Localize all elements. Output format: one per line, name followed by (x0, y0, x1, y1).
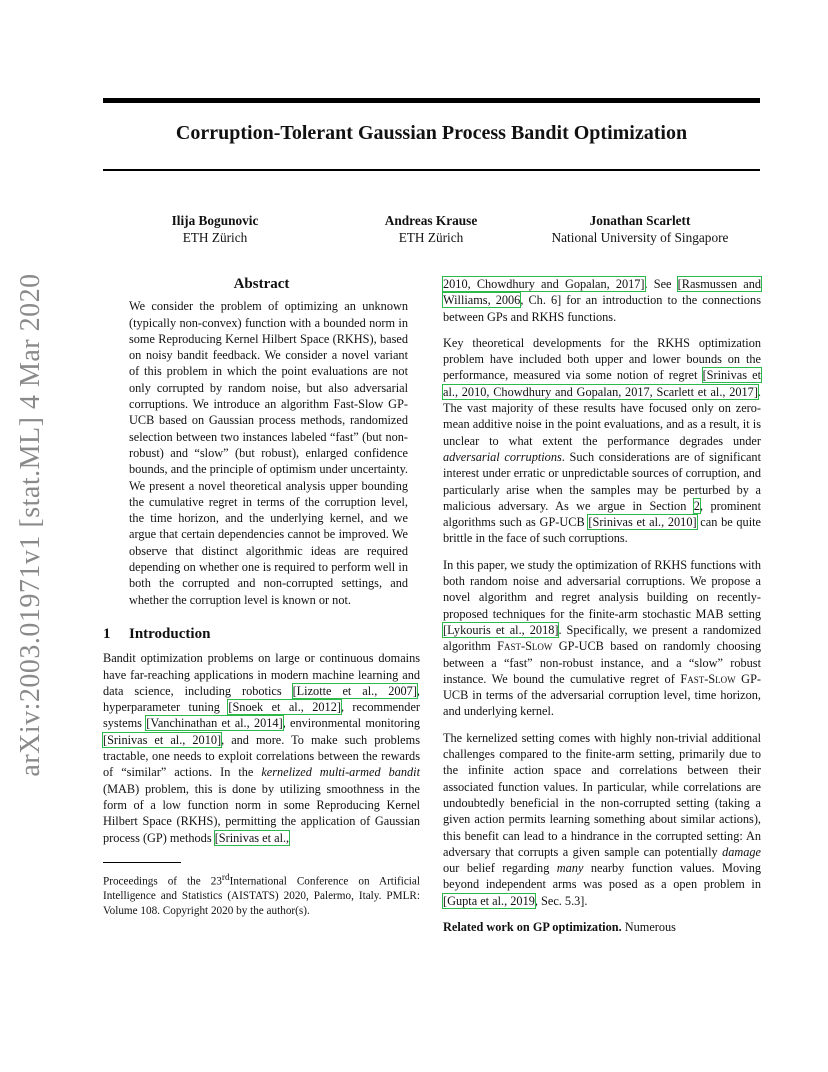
text-run: The kernelized setting comes with highly non-trivial additional challenges compared to the finite-arm setting, primarily due to the infinite action space and correlations between their associated function values. In particular, while correlations are undoubtedly beneficial in the non-corrupted setting (taking a given action permits learning something about similar actions), this benefit can lead to a hindrance in the corrupted setting: An adversary that corrupts a given sample can potentially (443, 730, 761, 859)
paragraph (443, 335, 761, 547)
text-run: GP-UCB based on randomly choosing between a “fast” non-robust instance, and a “slow” robust instance. We bound the cumulative regret of (443, 639, 762, 686)
emphasis-text: adversarial corruptions (443, 449, 562, 464)
text-run: , environmental monitoring (282, 716, 420, 731)
paragraph (443, 919, 761, 935)
author-affiliation: ETH Zürich (182, 230, 248, 245)
title-rule-bottom (103, 169, 760, 171)
author-name: Jonathan Scarlett (589, 213, 691, 228)
paragraph (443, 557, 761, 720)
text-run: our belief regarding (443, 861, 557, 876)
arxiv-watermark (14, 273, 48, 777)
text-run: In this paper, we study the optimization of RKHS functions with both random noise and adversarial corruptions. We propose a novel algorithm and regret analysis building on recently-proposed techniques for the finite-arm stochastic MAB setting (443, 557, 761, 621)
author-1 (130, 212, 300, 246)
author-affiliation: ETH Zürich (398, 230, 464, 245)
paragraph (443, 276, 761, 325)
text-run: , recommender systems (103, 700, 420, 731)
abstract-body (103, 298, 420, 608)
text-run: , Ch. 6] for an introduction to the connections between GPs and RKHS functions. (443, 293, 761, 324)
text-run: Bandit optimization problems on large or continuous domains have far-reaching applications in modern machine learning and data science, including robotics (103, 651, 420, 698)
text-run: (MAB) problem, this is done by utilizing smoothness in the form of a low function norm in some Reproducing Kernel Hilbert Space (RKHS), permitting the application of Gaussian process (GP) methods (103, 781, 420, 845)
author-name: Andreas Krause (384, 213, 478, 228)
text-run: . Specifically, we present a randomized algorithm (443, 622, 761, 654)
emphasis-text: kernelized multi-armed bandit (261, 765, 420, 780)
text-run: , prominent algorithms such as GP-UCB (443, 498, 761, 530)
algorithm-name: Fast-Slow (497, 639, 553, 654)
citation-link[interactable]: [Srinivas et al., 2010] (588, 515, 697, 530)
text-run: Proceedings of the 23 (103, 875, 222, 888)
citation-link[interactable]: [Srinivas et al., 2010] (103, 732, 222, 747)
author-affiliation: National University of Singapore (551, 230, 729, 245)
abstract-text: We consider the problem of optimizing an unknown (typically non-convex) function with a bounded norm in some Reproducing Kernel Hilbert Space (RKHS), based on noisy bandit feedback. We consider a novel variant of this problem in which the point evaluations are not only corrupted by random noise, but also adversarial corruptions. We introduce an algorithm Fast-Slow GP-UCB based on Gaussian process methods, randomized selection between two instances labeled “fast” (but non-robust) and “slow” (but robust), enlarged confidence bounds, and the principle of optimism under uncertainty. We present a novel theoretical analysis upper bounding the cumulative regret in terms of the corruption level, the time horizon, and the underlying kernel, and we argue that certain dependencies cannot be improved. We observe that distinct algorithmic ideas are required depending on whether one is required to perform well in both the corrupted and non-corrupted settings, and whether the corruption level is known or not. (129, 299, 408, 607)
text-run: International Conference on Artificial Intelligence and Statistics (AISTATS) 2020, Palermo, Italy. PMLR: Volume 108. Copyright 2020 by the author(s). (103, 875, 420, 917)
citation-link[interactable]: [Lizotte et al., 2007] (292, 683, 417, 698)
intro-paragraph (103, 650, 420, 846)
text-run: . See (644, 277, 678, 291)
citation-link[interactable]: 2010, Chowdhury and Gopalan, 2017] (443, 277, 645, 291)
citation-link[interactable]: [Srinivas et al., 2010, Chowdhury and Gopalan, 2017, Scarlett et al., 2017] (443, 368, 761, 399)
text-run: , hyperparameter tuning (103, 683, 420, 715)
paragraph (443, 730, 761, 909)
abstract-heading: Abstract (233, 276, 290, 292)
arxiv-id: arXiv:2003.01971v1 [stat.ML] 4 Mar 2020 (15, 273, 46, 777)
citation-link[interactable]: [Vanchinathan et al., 2014] (146, 716, 283, 731)
paper-title: Corruption-Tolerant Gaussian Process Bandit Optimization (175, 122, 688, 144)
citation-link[interactable]: [Rasmussen and Williams, 2006 (443, 277, 761, 308)
author-name: Ilija Bogunovic (171, 213, 259, 228)
text-run: , and more. To make such problems tractable, one needs to exploit correlations between the rewards of “similar” actions. In the (103, 732, 420, 780)
footnote-rule (103, 862, 181, 863)
text-run: , Sec. 5.3]. (534, 893, 588, 908)
section-ref-link[interactable]: 2 (693, 498, 700, 513)
text-run: GP-UCB in terms of the adversarial corruption level, time horizon, and underlying kernel. (443, 671, 761, 719)
algorithm-name: Fast-Slow (680, 671, 736, 686)
citation-link[interactable]: [Srinivas et al., (214, 830, 290, 845)
text-run: nearby function values. Moving beyond independent arms was posed as a open problem in (443, 861, 761, 892)
paragraph-heading: Related work on GP optimization. (443, 919, 622, 934)
section-number: 1 (103, 625, 111, 642)
right-column (443, 276, 761, 945)
emphasis-text: many (556, 861, 584, 876)
citation-link[interactable]: [Gupta et al., 2019 (443, 893, 535, 908)
text-run: can be quite brittle in the face of such corruptions. (443, 515, 761, 546)
text-run: . The vast majority of these results have focused only on zero-mean additive noise in the point evaluations, and as a result, it is unclear to what extent the performance degrades under (443, 384, 761, 448)
section-title: Introduction (129, 625, 211, 642)
citation-link[interactable]: [Lykouris et al., 2018] (443, 622, 559, 637)
text-run: Numerous (621, 919, 676, 934)
citation-link[interactable]: [Snoek et al., 2012] (228, 700, 341, 715)
emphasis-text: damage (722, 844, 761, 859)
text-run: . Such considerations are of significant interest under erratic or unpredictable sources of corruption, and particularly arise when the samples may be perturbed by a malicious adversary. As we argue in Section (443, 449, 761, 513)
left-column (103, 276, 420, 918)
author-2 (346, 212, 516, 246)
section-heading-introduction (103, 626, 420, 642)
superscript: rd (221, 872, 230, 883)
text-run: Key theoretical developments for the RKHS optimization problem have included both upper and lower bounds on the performance, measured via some notion of regret (443, 335, 761, 383)
footnote (103, 871, 420, 918)
title-rule-top (103, 98, 760, 103)
author-3 (520, 212, 760, 246)
